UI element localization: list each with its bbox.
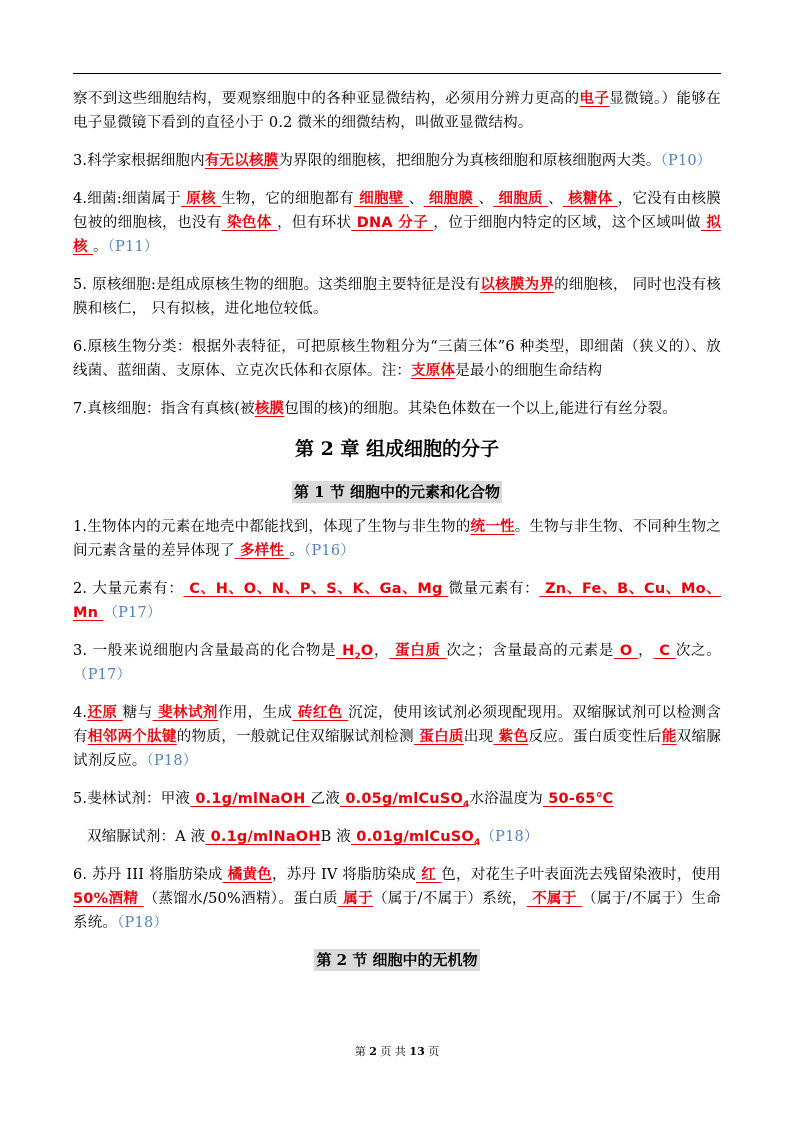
keyword-h2o bbox=[336, 643, 374, 662]
keyword: 还原 bbox=[87, 705, 123, 721]
keyword: 支原体 bbox=[411, 363, 456, 379]
text: 0.05g/mlCuSO bbox=[340, 791, 463, 807]
keyword: 拟核 bbox=[73, 215, 722, 255]
keyword: 属于 bbox=[337, 891, 373, 907]
keyword: 电子 bbox=[579, 91, 610, 107]
text: 反应。蛋白质变性后 bbox=[528, 729, 662, 745]
text: 4. bbox=[73, 705, 88, 721]
keyword: C、H、O、N、P、S、K、Ga、Mg bbox=[183, 581, 449, 597]
text: 6. 苏丹 III 将脂肪染成 bbox=[73, 867, 223, 883]
text: 微量元素有： bbox=[448, 581, 540, 597]
keyword: 橘黄色 bbox=[222, 867, 272, 883]
keyword-cuso4 bbox=[340, 791, 470, 810]
keyword: 0.1g/mlNaOH bbox=[190, 791, 311, 807]
page-reference: （P18） bbox=[480, 829, 539, 845]
paragraph-5 bbox=[73, 273, 721, 321]
text: 、 bbox=[478, 191, 494, 207]
page-footer bbox=[73, 1044, 721, 1060]
text: 糖与 bbox=[122, 705, 153, 721]
text: 显微镜。）能够在电子显微镜下看到的直径小于 0.2 微米的细微结构，叫做亚显微结构。 bbox=[73, 91, 721, 131]
page-number: 2 bbox=[369, 1045, 377, 1058]
keyword: 蛋白质 bbox=[389, 643, 447, 659]
text: 。 bbox=[92, 239, 108, 255]
text: 乙液 bbox=[310, 791, 341, 807]
keyword-cuso4 bbox=[351, 829, 481, 848]
item-1 bbox=[73, 515, 721, 563]
keyword: 多样性 bbox=[234, 543, 290, 559]
keyword: 核膜 bbox=[254, 401, 285, 417]
text: 的物质，一般就记住双缩脲试剂检测 bbox=[176, 729, 414, 745]
page-reference: （P17） bbox=[73, 667, 132, 683]
text: 色，对花生子叶表面洗去残留染液时，使用 bbox=[441, 867, 721, 883]
header-rule bbox=[73, 73, 721, 74]
section-title: 第 2 节 细胞中的无机物 bbox=[316, 951, 478, 969]
section-title: 第 1 节 细胞中的元素和化合物 bbox=[293, 483, 501, 501]
text: 3.科学家根据细胞内 bbox=[73, 153, 205, 169]
keyword: O bbox=[614, 643, 639, 659]
text: 次之；含量最高的元素是 bbox=[446, 643, 615, 659]
page-content bbox=[73, 87, 721, 983]
keyword: 蛋白质 bbox=[413, 729, 464, 745]
paragraph-3 bbox=[73, 149, 721, 173]
text: 页 bbox=[424, 1045, 440, 1058]
chapter-title: 第 2 章 组成细胞的分子 bbox=[294, 438, 500, 460]
text: 双缩脲试剂：A 液 bbox=[87, 829, 206, 845]
keyword: Zn、Fe、B、Cu、Mo、Mn bbox=[73, 581, 721, 621]
page-reference: （P18） bbox=[117, 915, 169, 931]
item-5b bbox=[73, 825, 721, 849]
keyword: 50-65℃ bbox=[542, 791, 614, 807]
text: 3. 一般来说细胞内含量最高的化合物是 bbox=[73, 643, 337, 659]
document-page bbox=[73, 0, 721, 1122]
paragraph-7 bbox=[73, 397, 721, 421]
paragraph-continuation bbox=[73, 87, 721, 135]
text: 水浴温度为 bbox=[469, 791, 543, 807]
keyword: 核糖体 bbox=[562, 191, 618, 207]
keyword: 红 bbox=[416, 867, 442, 883]
keyword: 染色体 bbox=[221, 215, 278, 231]
page-reference: （P18） bbox=[146, 753, 198, 769]
text: ，但有环状 bbox=[277, 215, 352, 231]
text: 第 bbox=[354, 1045, 370, 1058]
item-3 bbox=[73, 639, 721, 687]
keyword: 细胞膜 bbox=[423, 191, 479, 207]
page-reference: （P17） bbox=[103, 605, 162, 621]
text: 页 共 bbox=[376, 1045, 410, 1058]
page-reference: （P11） bbox=[107, 239, 159, 255]
text: ，位于细胞内特定的区域，这个区域叫做 bbox=[433, 215, 701, 231]
keyword: DNA 分子 bbox=[351, 215, 434, 231]
text: B 液 bbox=[320, 829, 352, 845]
text: H bbox=[336, 643, 355, 659]
text: 次之。 bbox=[675, 643, 721, 659]
keyword: 不属于 bbox=[526, 891, 583, 907]
page-reference: （P16） bbox=[304, 543, 355, 559]
text: 生物，它的细胞都有 bbox=[221, 191, 354, 207]
text: （蒸馏水/50%酒精）。蛋白质 bbox=[143, 891, 338, 907]
paragraph-4 bbox=[73, 187, 721, 259]
subscript: 2 bbox=[354, 651, 361, 662]
text: 为界限的细胞核，把细胞分为真核细胞和原核细胞两大类。 bbox=[278, 153, 661, 169]
item-4 bbox=[73, 701, 721, 773]
text: O bbox=[360, 643, 374, 659]
text: 4.细菌:细菌属于 bbox=[73, 191, 181, 207]
keyword: 细胞壁 bbox=[353, 191, 409, 207]
paragraph-6 bbox=[73, 335, 721, 383]
item-2 bbox=[73, 577, 721, 625]
text: 沉淀，使用该试剂必须现配现用。双缩脲试剂可以检测含有 bbox=[73, 705, 722, 745]
keyword: 50%酒精 bbox=[73, 891, 144, 907]
text: 、 bbox=[408, 191, 424, 207]
item-5 bbox=[73, 787, 721, 811]
keyword: C bbox=[653, 643, 676, 659]
total-pages: 13 bbox=[409, 1045, 425, 1058]
section-heading-2 bbox=[73, 949, 721, 971]
text: 。生物与非生物、不同种生物之间元素含量的差异体现了 bbox=[73, 519, 721, 559]
keyword: 统一性 bbox=[470, 519, 515, 535]
keyword: 砖红色 bbox=[292, 705, 349, 721]
text: （属于/不属于）系统， bbox=[372, 891, 527, 907]
keyword: 有无以核膜 bbox=[204, 153, 279, 169]
text: 6.原核生物分类：根据外表特征，可把原核生物粗分为“三菌三体”6 种类型，即细菌（狭义的）、放线菌、蓝细菌、支原体、立克次氏体和衣原体。注： bbox=[73, 339, 721, 379]
keyword: 斐林试剂 bbox=[152, 705, 218, 721]
text: ， bbox=[638, 643, 654, 659]
text: 是最小的细胞生命结构 bbox=[455, 363, 603, 379]
text: 、 bbox=[548, 191, 563, 207]
text: （属于/不属于）生命系统。 bbox=[73, 891, 721, 931]
text: 双缩脲试剂反应。 bbox=[73, 729, 722, 769]
text: 包围的核)的细胞。其染色体数在一个以上,能进行有丝分裂。 bbox=[284, 401, 678, 417]
text: ，它没有由核膜包被的细胞核，也没有 bbox=[73, 191, 722, 231]
text: 0.01g/mlCuSO bbox=[351, 829, 474, 845]
text: 作用，生成 bbox=[217, 705, 293, 721]
keyword: 0.1g/mlNaOH bbox=[205, 829, 321, 845]
keyword: 以核膜为界 bbox=[480, 277, 555, 293]
page-reference: （P10） bbox=[660, 153, 712, 169]
text: 。 bbox=[289, 543, 305, 559]
keyword: 紫色 bbox=[493, 729, 529, 745]
text: 察不到这些细胞结构，要观察细胞中的各种亚显微结构，必须用分辨力更高的 bbox=[73, 91, 580, 107]
text: 出现 bbox=[463, 729, 494, 745]
text: 的细胞核， 同时也没有核膜和核仁， 只有拟核，进化地位较低。 bbox=[73, 277, 722, 317]
section-heading-1 bbox=[73, 481, 721, 503]
subscript: 4 bbox=[473, 837, 481, 848]
text: ， bbox=[373, 643, 390, 659]
text: 7.真核细胞：指含有真核(被 bbox=[73, 401, 255, 417]
keyword: 相邻两个肽键 bbox=[87, 729, 177, 745]
text: 5.斐林试剂：甲液 bbox=[73, 791, 191, 807]
text: ，苏丹 IV 将脂肪染成 bbox=[272, 867, 417, 883]
text: 2. 大量元素有： bbox=[73, 581, 184, 597]
text: 5. 原核细胞:是组成原核生物的细胞。这类细胞主要特征是没有 bbox=[73, 277, 481, 293]
keyword: 原核 bbox=[180, 191, 222, 207]
subscript: 4 bbox=[463, 799, 470, 810]
keyword: 细胞质 bbox=[493, 191, 549, 207]
text: 1.生物体内的元素在地壳中都能找到，体现了生物与非生物的 bbox=[73, 519, 471, 535]
item-6 bbox=[73, 863, 721, 935]
keyword: 能 bbox=[661, 729, 677, 745]
